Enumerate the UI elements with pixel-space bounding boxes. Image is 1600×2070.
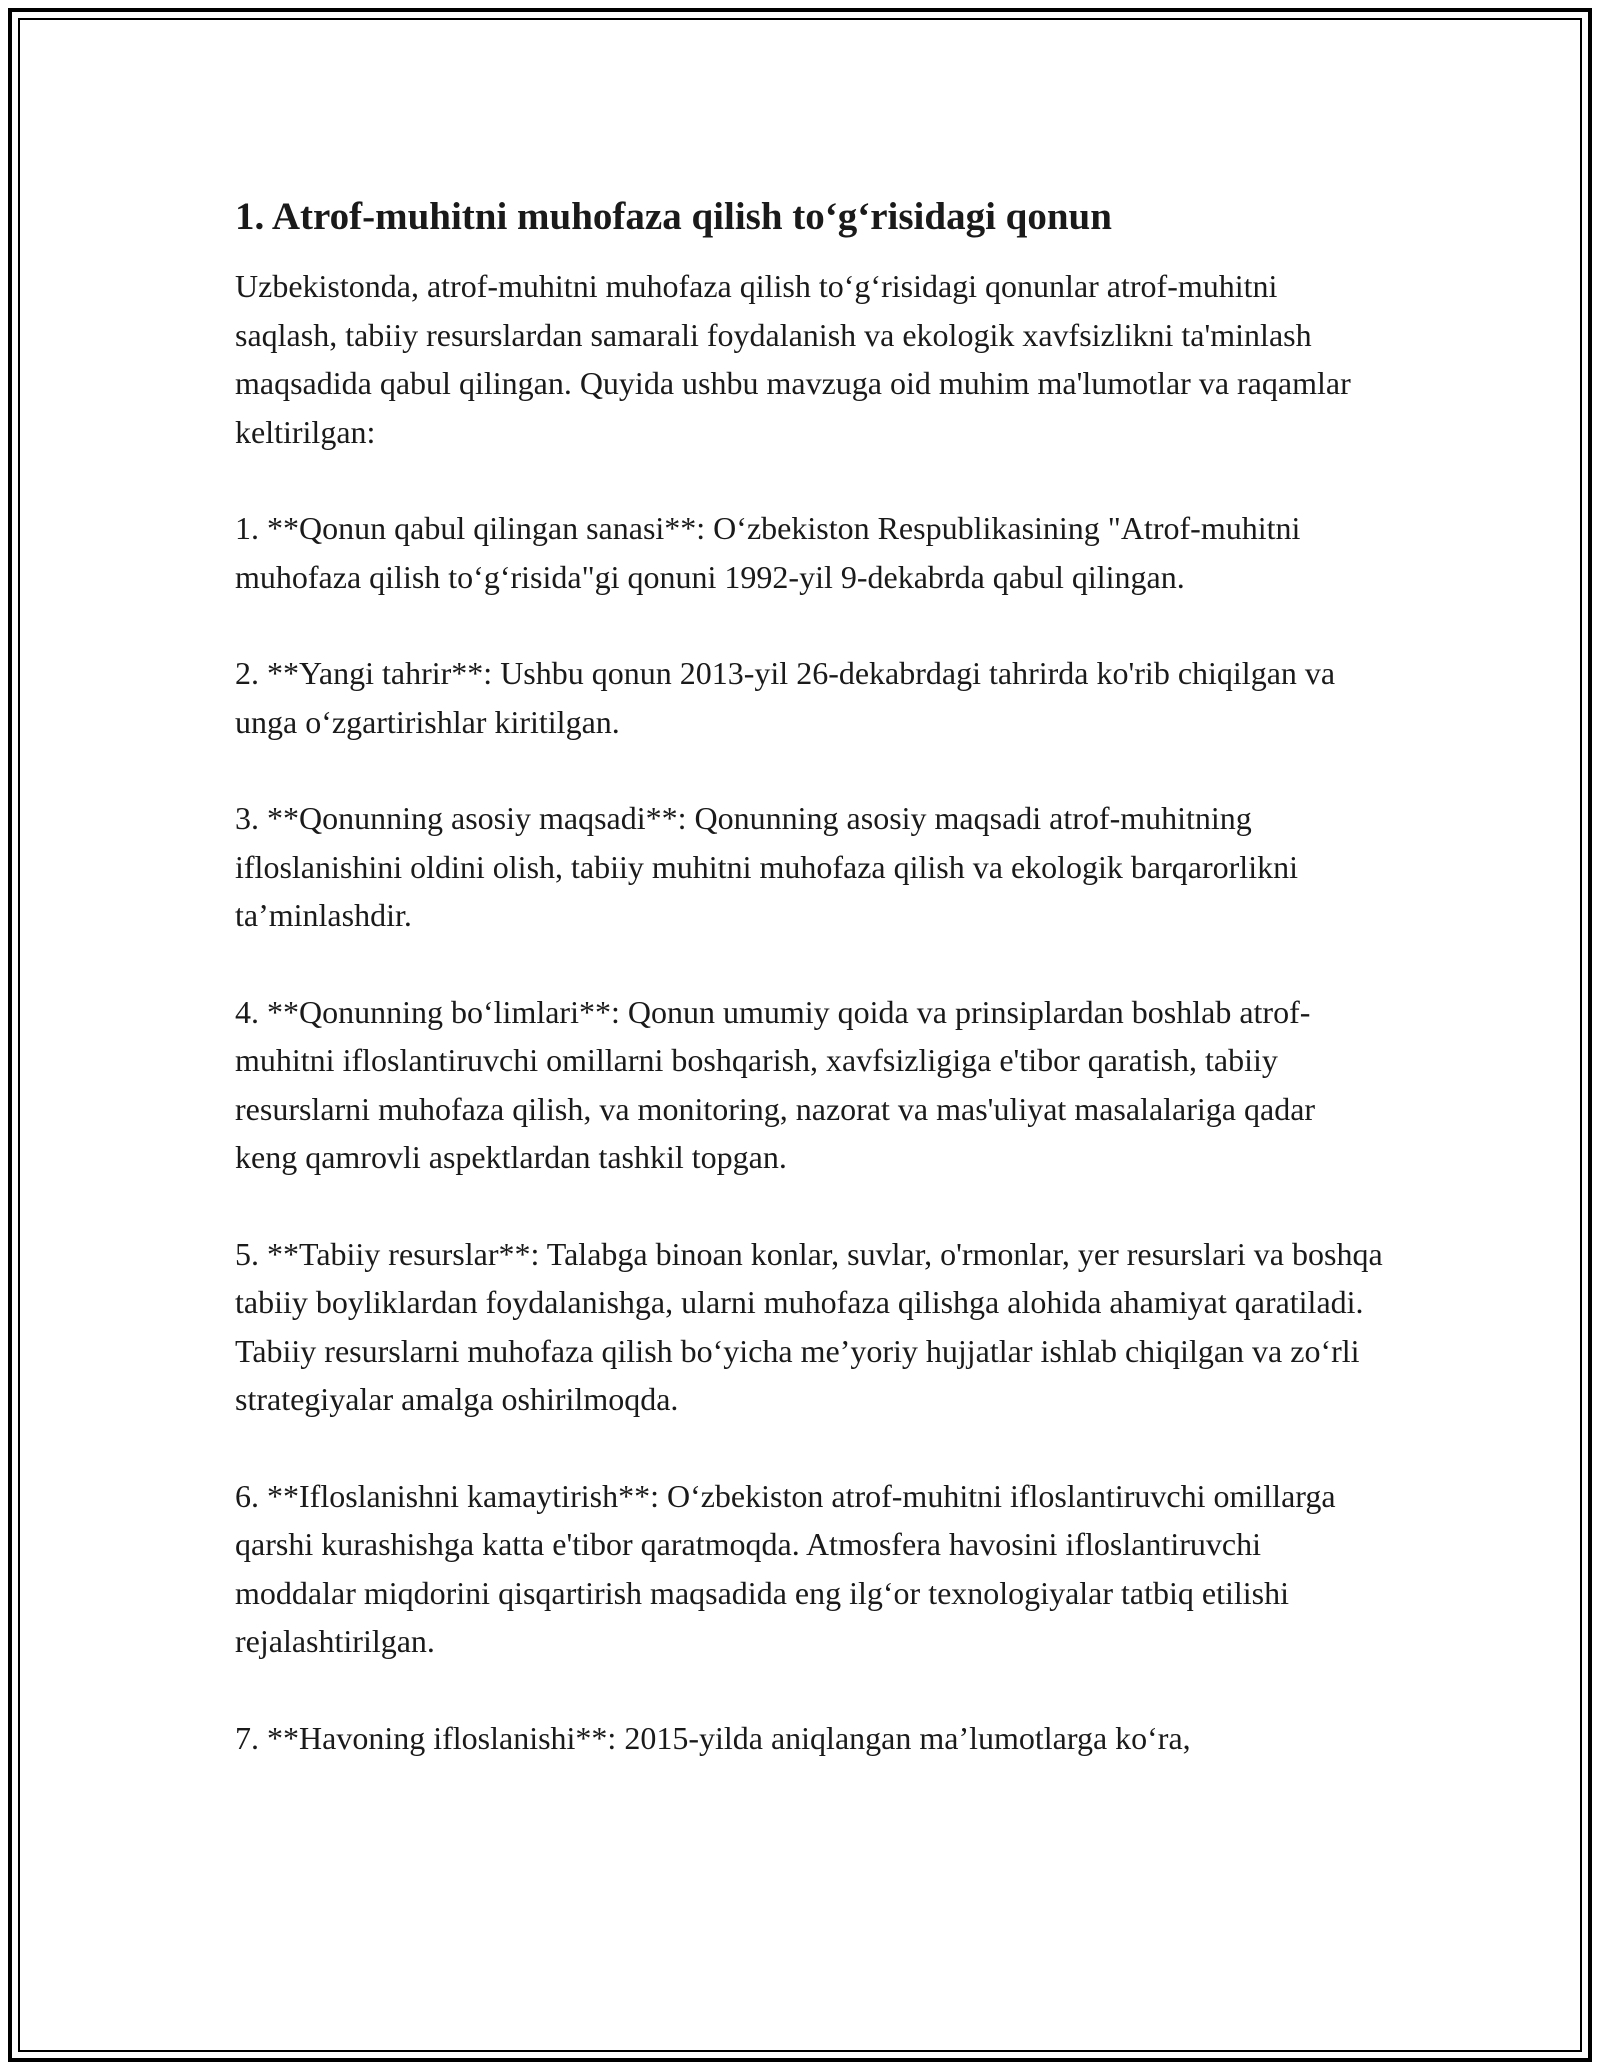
list-item: 2. **Yangi tahrir**: Ushbu qonun 2013-yil 26-dekabrdagi tahrirda ko'rib chiqilgan va unga o‘zgartirishlar kiritilgan. (235, 655, 1336, 740)
page-frame (8, 8, 1592, 2062)
list-item: 5. **Tabiiy resurslar**: Talabga binoan konlar, suvlar, o'rmonlar, yer resurslari va boshqa tabiiy boyliklardan foydalanishga, ularni muhofaza qilishga alohida ahamiyat qaratiladi. Tabiiy resurslarni muhofaza qilish bo‘yicha me’yoriy hujjatlar ishlab chiqilgan va zo‘rli strategiyalar amalga oshirilmoqda. (235, 1235, 1383, 1417)
list-item: 7. **Havoning ifloslanishi**: 2015-yilda aniqlangan ma’lumotlarga ko‘ra, (235, 1719, 1191, 1756)
list-item: 1. **Qonun qabul qilingan sanasi**: O‘zbekiston Respublikasining "Atrof-muhitni muhofaza qilish to‘g‘risida"gi qonuni 1992-yil 9-dekabrda qabul qilingan. (235, 510, 1301, 595)
list-item: 6. **Ifloslanishni kamaytirish**: O‘zbekiston atrof-muhitni ifloslantiruvchi omillarga qarshi kurashishga katta e'tibor qaratmoqda. Atmosfera havosini ifloslantiruvchi moddalar miqdorini qisqartirish maqsadida eng ilg‘or texnologiyalar tatbiq etilishi rejalashtirilgan. (235, 1477, 1336, 1659)
intro-paragraph: Uzbekistonda, atrof-muhitni muhofaza qilish to‘g‘risidagi qonunlar atrof-muhitni saqlash, tabiiy resurslardan samarali foydalanish va ekologik xavfsizlikni ta'minlash maqsadida qabul qilingan. Quyida ushbu mavzuga oid muhim ma'lumotlar va raqamlar keltirilgan: (235, 268, 1351, 450)
document-body (235, 192, 1385, 1762)
document-title: 1. Atrof-muhitni muhofaza qilish to‘g‘risidagi qonun (235, 195, 1112, 238)
list-item: 3. **Qonunning asosiy maqsadi**: Qonunning asosiy maqsadi atrof-muhitning ifloslanishini oldini olish, tabiiy muhitni muhofaza qilish va ekologik barqarorlikni ta’minlashdir. (235, 800, 1298, 933)
list-item: 4. **Qonunning bo‘limlari**: Qonun umumiy qoida va prinsiplardan boshlab atrof-muhitni ifloslantiruvchi omillarni boshqarish, xavfsizligiga e'tibor qaratish, tabiiy resurslarni muhofaza qilish, va monitoring, nazorat va mas'uliyat masalalariga qadar keng qamrovli aspektlardan tashkil topgan. (235, 993, 1316, 1175)
